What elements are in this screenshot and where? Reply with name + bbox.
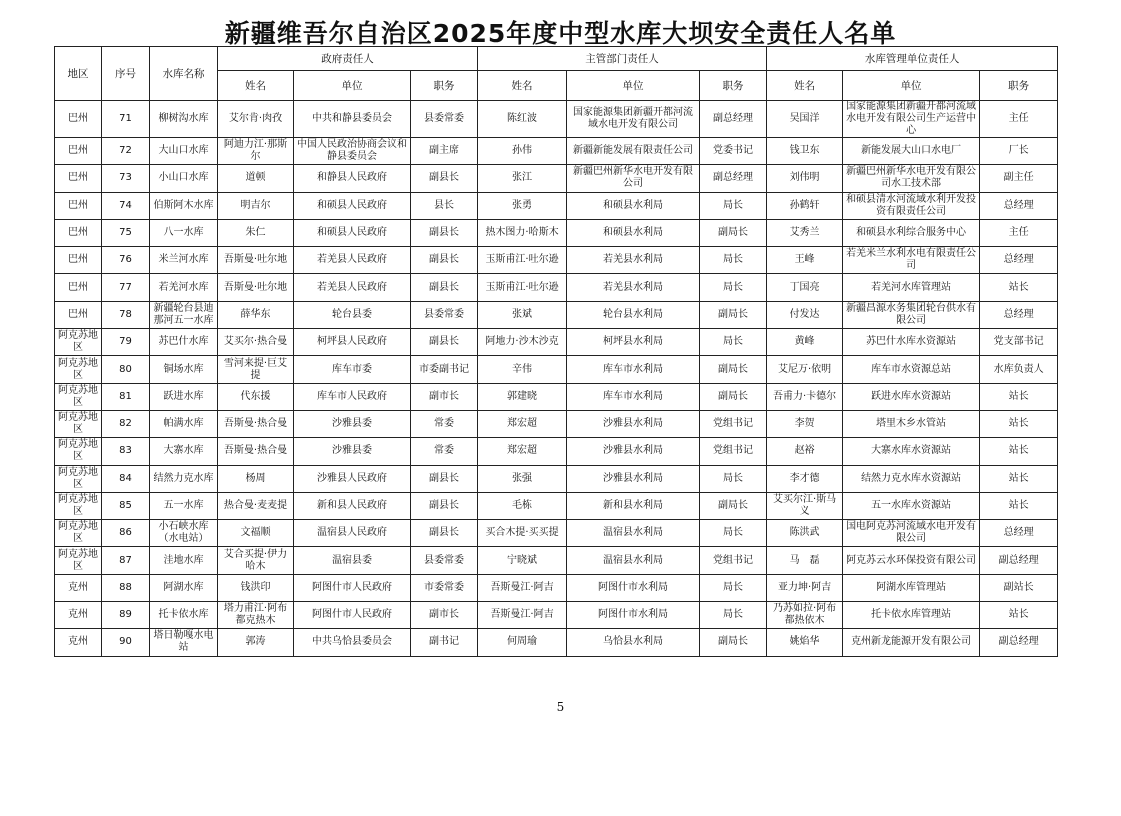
header-group-mgmt: 水库管理单位责任人: [767, 47, 1058, 71]
cell-gov-name: 热合曼·麦麦提: [218, 492, 294, 519]
page-number: 5: [556, 700, 565, 714]
cell-mgmt-unit: 五一水库水资源站: [843, 492, 980, 519]
cell-gov-position: 副书记: [411, 629, 478, 656]
cell-dept-position: 局长: [700, 247, 767, 274]
cell-seq: 79: [102, 329, 150, 356]
cell-gov-name: 朱仁: [218, 219, 294, 246]
header-mgmt-name: 姓名: [767, 71, 843, 101]
table-row: [55, 492, 1058, 519]
cell-mgmt-name: 马 磊: [767, 547, 843, 574]
cell-reservoir: 结然力克水库: [150, 465, 218, 492]
cell-gov-unit: 库车市委: [294, 356, 411, 383]
cell-gov-position: 市委副书记: [411, 356, 478, 383]
cell-seq: 90: [102, 629, 150, 656]
cell-mgmt-unit: 国家能源集团新疆开都河流域水电开发有限公司生产运营中心: [843, 101, 980, 138]
cell-gov-position: 副县长: [411, 465, 478, 492]
cell-gov-name: 吾斯曼·热合曼: [218, 438, 294, 465]
cell-reservoir: 新疆轮台县迪那河五一水库: [150, 301, 218, 328]
header-dept-position: 职务: [700, 71, 767, 101]
cell-dept-name: 吾斯曼江·阿吉: [478, 602, 567, 629]
cell-dept-name: 张江: [478, 165, 567, 192]
cell-seq: 89: [102, 602, 150, 629]
cell-gov-name: 明吉尔: [218, 192, 294, 219]
cell-reservoir: 大寨水库: [150, 438, 218, 465]
cell-region: 阿克苏地区: [55, 547, 102, 574]
header-group-gov: 政府责任人: [218, 47, 478, 71]
cell-dept-unit: 沙雅县水利局: [567, 438, 700, 465]
cell-gov-unit: 中共和静县委员会: [294, 101, 411, 138]
cell-gov-name: 艾尔肯·肉孜: [218, 101, 294, 138]
table-row: [55, 438, 1058, 465]
cell-dept-position: 副局长: [700, 629, 767, 656]
cell-dept-name: 张勇: [478, 192, 567, 219]
cell-gov-name: 塔力甫江·阿布都克热木: [218, 602, 294, 629]
cell-seq: 77: [102, 274, 150, 301]
cell-dept-name: 郭建晓: [478, 383, 567, 410]
cell-dept-position: 局长: [700, 274, 767, 301]
cell-dept-name: 宁晓斌: [478, 547, 567, 574]
cell-gov-position: 副县长: [411, 492, 478, 519]
cell-gov-unit: 中共乌恰县委员会: [294, 629, 411, 656]
cell-gov-name: 道顿: [218, 165, 294, 192]
cell-gov-unit: 温宿县人民政府: [294, 520, 411, 547]
cell-gov-name: 阿迪力江·那斯尔: [218, 138, 294, 165]
cell-reservoir: 帕满水库: [150, 410, 218, 437]
cell-dept-name: 玉斯甫江·吐尔逊: [478, 247, 567, 274]
cell-region: 巴州: [55, 219, 102, 246]
header-mgmt-position: 职务: [980, 71, 1058, 101]
cell-gov-unit: 沙雅县人民政府: [294, 465, 411, 492]
cell-mgmt-position: 站长: [980, 438, 1058, 465]
cell-seq: 86: [102, 520, 150, 547]
cell-mgmt-unit: 托卡依水库管理站: [843, 602, 980, 629]
cell-mgmt-name: 艾买尔江·斯马义: [767, 492, 843, 519]
cell-mgmt-position: 站长: [980, 274, 1058, 301]
cell-mgmt-position: 主任: [980, 101, 1058, 138]
cell-region: 阿克苏地区: [55, 356, 102, 383]
table-row: [55, 465, 1058, 492]
cell-mgmt-name: 艾尼万·依明: [767, 356, 843, 383]
cell-gov-unit: 沙雅县委: [294, 438, 411, 465]
cell-region: 阿克苏地区: [55, 492, 102, 519]
document-title: 新疆维吾尔自治区2025年度中型水库大坝安全责任人名单: [224, 19, 897, 48]
cell-mgmt-position: 副总经理: [980, 629, 1058, 656]
cell-mgmt-name: 王峰: [767, 247, 843, 274]
cell-mgmt-position: 厂长: [980, 138, 1058, 165]
cell-mgmt-unit: 国电阿克苏河流域水电开发有限公司: [843, 520, 980, 547]
table-row: [55, 274, 1058, 301]
cell-dept-unit: 温宿县水利局: [567, 547, 700, 574]
cell-reservoir: 八一水库: [150, 219, 218, 246]
cell-dept-position: 党组书记: [700, 547, 767, 574]
cell-gov-name: 文福顺: [218, 520, 294, 547]
cell-reservoir: 柳树沟水库: [150, 101, 218, 138]
cell-dept-unit: 新和县水利局: [567, 492, 700, 519]
cell-gov-position: 副主席: [411, 138, 478, 165]
cell-gov-position: 县委常委: [411, 301, 478, 328]
cell-dept-unit: 库车市水利局: [567, 356, 700, 383]
cell-dept-name: 郑宏超: [478, 410, 567, 437]
cell-mgmt-position: 总经理: [980, 301, 1058, 328]
cell-dept-name: 孙伟: [478, 138, 567, 165]
cell-mgmt-name: 付发达: [767, 301, 843, 328]
cell-region: 巴州: [55, 192, 102, 219]
cell-gov-unit: 温宿县委: [294, 547, 411, 574]
cell-reservoir: 小山口水库: [150, 165, 218, 192]
cell-mgmt-unit: 新疆巴州新华水电开发有限公司水工技术部: [843, 165, 980, 192]
cell-dept-unit: 和硕县水利局: [567, 219, 700, 246]
cell-dept-unit: 国家能源集团新疆开都河流域水电开发有限公司: [567, 101, 700, 138]
cell-mgmt-name: 姚焰华: [767, 629, 843, 656]
table-row: [55, 301, 1058, 328]
cell-seq: 72: [102, 138, 150, 165]
cell-dept-name: 热木图力·哈斯木: [478, 219, 567, 246]
cell-seq: 78: [102, 301, 150, 328]
cell-mgmt-unit: 大寨水库水资源站: [843, 438, 980, 465]
cell-dept-unit: 阿图什市水利局: [567, 602, 700, 629]
cell-dept-position: 副局长: [700, 492, 767, 519]
cell-mgmt-unit: 阿克苏云水环保投资有限公司: [843, 547, 980, 574]
cell-seq: 74: [102, 192, 150, 219]
cell-mgmt-name: 黄峰: [767, 329, 843, 356]
cell-dept-position: 副总经理: [700, 101, 767, 138]
table-row: [55, 101, 1058, 138]
table-row: [55, 520, 1058, 547]
cell-dept-position: 副局长: [700, 219, 767, 246]
cell-gov-position: 县委常委: [411, 101, 478, 138]
cell-mgmt-unit: 和硕县清水河流域水利开发投资有限责任公司: [843, 192, 980, 219]
cell-mgmt-unit: 克州新龙能源开发有限公司: [843, 629, 980, 656]
cell-mgmt-unit: 跃进水库水资源站: [843, 383, 980, 410]
cell-dept-name: 何周瑜: [478, 629, 567, 656]
table-row: [55, 192, 1058, 219]
cell-mgmt-unit: 若羌米兰水利水电有限责任公司: [843, 247, 980, 274]
cell-gov-unit: 沙雅县委: [294, 410, 411, 437]
cell-mgmt-name: 丁国亮: [767, 274, 843, 301]
cell-dept-name: 郑宏超: [478, 438, 567, 465]
cell-gov-position: 常委: [411, 438, 478, 465]
cell-gov-position: 副县长: [411, 274, 478, 301]
cell-gov-name: 代东援: [218, 383, 294, 410]
cell-region: 巴州: [55, 138, 102, 165]
header-dept-name: 姓名: [478, 71, 567, 101]
cell-dept-position: 局长: [700, 602, 767, 629]
cell-seq: 71: [102, 101, 150, 138]
cell-gov-position: 副县长: [411, 165, 478, 192]
cell-dept-name: 张强: [478, 465, 567, 492]
header-seq: 序号: [102, 47, 150, 101]
cell-gov-name: 吾斯曼·吐尔地: [218, 247, 294, 274]
cell-region: 巴州: [55, 101, 102, 138]
cell-mgmt-position: 副主任: [980, 165, 1058, 192]
cell-dept-name: 陈红波: [478, 101, 567, 138]
cell-dept-position: 党委书记: [700, 138, 767, 165]
responsibility-table: [54, 46, 1058, 657]
cell-dept-position: 局长: [700, 329, 767, 356]
cell-gov-unit: 柯坪县人民政府: [294, 329, 411, 356]
cell-gov-unit: 中国人民政治协商会议和静县委员会: [294, 138, 411, 165]
table-row: [55, 629, 1058, 656]
cell-mgmt-unit: 若羌河水库管理站: [843, 274, 980, 301]
cell-gov-name: 薛华东: [218, 301, 294, 328]
cell-region: 阿克苏地区: [55, 410, 102, 437]
cell-gov-position: 副市长: [411, 383, 478, 410]
cell-mgmt-unit: 苏巴什水库水资源站: [843, 329, 980, 356]
cell-reservoir: 阿湖水库: [150, 574, 218, 601]
table-row: [55, 356, 1058, 383]
cell-gov-name: 艾合买提·伊力哈木: [218, 547, 294, 574]
cell-gov-position: 副县长: [411, 520, 478, 547]
table-row: [55, 219, 1058, 246]
cell-gov-name: 艾买尔·热合曼: [218, 329, 294, 356]
cell-dept-unit: 和硕县水利局: [567, 192, 700, 219]
cell-reservoir: 跃进水库: [150, 383, 218, 410]
cell-mgmt-unit: 库车市水资源总站: [843, 356, 980, 383]
cell-dept-unit: 阿图什市水利局: [567, 574, 700, 601]
cell-dept-unit: 乌恰县水利局: [567, 629, 700, 656]
cell-gov-name: 钱洪印: [218, 574, 294, 601]
table-row: [55, 574, 1058, 601]
cell-region: 克州: [55, 629, 102, 656]
header-gov-name: 姓名: [218, 71, 294, 101]
cell-dept-unit: 新疆巴州新华水电开发有限公司: [567, 165, 700, 192]
cell-mgmt-name: 刘伟明: [767, 165, 843, 192]
cell-region: 克州: [55, 574, 102, 601]
cell-dept-position: 局长: [700, 465, 767, 492]
table-header-row-group: [55, 47, 1058, 71]
cell-dept-name: 阿地力·沙木沙克: [478, 329, 567, 356]
table-row: [55, 383, 1058, 410]
cell-mgmt-position: 水库负责人: [980, 356, 1058, 383]
cell-mgmt-position: 站长: [980, 602, 1058, 629]
cell-mgmt-position: 主任: [980, 219, 1058, 246]
cell-seq: 87: [102, 547, 150, 574]
cell-gov-unit: 新和县人民政府: [294, 492, 411, 519]
cell-seq: 76: [102, 247, 150, 274]
cell-seq: 82: [102, 410, 150, 437]
cell-gov-unit: 阿图什市人民政府: [294, 602, 411, 629]
cell-mgmt-name: 孙鹤轩: [767, 192, 843, 219]
table-row: [55, 602, 1058, 629]
cell-dept-position: 副局长: [700, 301, 767, 328]
cell-region: 阿克苏地区: [55, 520, 102, 547]
cell-mgmt-position: 总经理: [980, 247, 1058, 274]
cell-dept-unit: 沙雅县水利局: [567, 465, 700, 492]
cell-mgmt-position: 总经理: [980, 192, 1058, 219]
cell-gov-position: 副县长: [411, 247, 478, 274]
cell-mgmt-position: 副总经理: [980, 547, 1058, 574]
cell-mgmt-position: 站长: [980, 492, 1058, 519]
cell-seq: 84: [102, 465, 150, 492]
cell-region: 阿克苏地区: [55, 465, 102, 492]
cell-mgmt-name: 艾秀兰: [767, 219, 843, 246]
header-gov-unit: 单位: [294, 71, 411, 101]
cell-dept-name: 买合木提·买买提: [478, 520, 567, 547]
header-mgmt-unit: 单位: [843, 71, 980, 101]
cell-dept-name: 玉斯甫江·吐尔逊: [478, 274, 567, 301]
cell-dept-position: 副总经理: [700, 165, 767, 192]
cell-dept-name: 张斌: [478, 301, 567, 328]
cell-gov-unit: 若羌县人民政府: [294, 274, 411, 301]
cell-mgmt-unit: 塔里木乡水管站: [843, 410, 980, 437]
cell-gov-position: 副县长: [411, 329, 478, 356]
cell-region: 克州: [55, 602, 102, 629]
cell-reservoir: 苏巴什水库: [150, 329, 218, 356]
cell-gov-position: 常委: [411, 410, 478, 437]
cell-gov-position: 县长: [411, 192, 478, 219]
cell-dept-unit: 柯坪县水利局: [567, 329, 700, 356]
table-row: [55, 247, 1058, 274]
cell-gov-position: 县委常委: [411, 547, 478, 574]
cell-dept-position: 局长: [700, 192, 767, 219]
table-row: [55, 138, 1058, 165]
cell-reservoir: 大山口水库: [150, 138, 218, 165]
cell-gov-name: 杨周: [218, 465, 294, 492]
cell-reservoir: 洼地水库: [150, 547, 218, 574]
cell-gov-name: 雪河来提·巨艾提: [218, 356, 294, 383]
cell-seq: 83: [102, 438, 150, 465]
cell-gov-name: 郭涛: [218, 629, 294, 656]
cell-dept-name: 毛栋: [478, 492, 567, 519]
cell-seq: 88: [102, 574, 150, 601]
cell-gov-unit: 轮台县委: [294, 301, 411, 328]
cell-mgmt-unit: 和硕县水利综合服务中心: [843, 219, 980, 246]
cell-reservoir: 铜场水库: [150, 356, 218, 383]
cell-region: 阿克苏地区: [55, 438, 102, 465]
cell-region: 巴州: [55, 165, 102, 192]
cell-gov-unit: 库车市人民政府: [294, 383, 411, 410]
cell-reservoir: 若羌河水库: [150, 274, 218, 301]
cell-mgmt-name: 乃苏如拉·阿布都热依木: [767, 602, 843, 629]
cell-mgmt-name: 吴国洋: [767, 101, 843, 138]
cell-dept-unit: 沙雅县水利局: [567, 410, 700, 437]
cell-region: 阿克苏地区: [55, 383, 102, 410]
cell-gov-name: 吾斯曼·吐尔地: [218, 274, 294, 301]
cell-gov-position: 市委常委: [411, 574, 478, 601]
cell-reservoir: 托卡依水库: [150, 602, 218, 629]
cell-dept-position: 副局长: [700, 356, 767, 383]
cell-dept-name: 吾斯曼江·阿吉: [478, 574, 567, 601]
cell-dept-position: 局长: [700, 520, 767, 547]
cell-dept-unit: 轮台县水利局: [567, 301, 700, 328]
cell-dept-name: 辛伟: [478, 356, 567, 383]
cell-dept-position: 党组书记: [700, 438, 767, 465]
cell-mgmt-position: 总经理: [980, 520, 1058, 547]
cell-gov-unit: 和硕县人民政府: [294, 192, 411, 219]
cell-mgmt-unit: 新能发展大山口水电厂: [843, 138, 980, 165]
table-row: [55, 410, 1058, 437]
cell-gov-position: 副县长: [411, 219, 478, 246]
cell-gov-unit: 若羌县人民政府: [294, 247, 411, 274]
cell-dept-unit: 温宿县水利局: [567, 520, 700, 547]
cell-reservoir: 五一水库: [150, 492, 218, 519]
cell-gov-name: 吾斯曼·热合曼: [218, 410, 294, 437]
cell-dept-unit: 若羌县水利局: [567, 247, 700, 274]
cell-dept-position: 党组书记: [700, 410, 767, 437]
cell-region: 阿克苏地区: [55, 329, 102, 356]
cell-dept-unit: 库车市水利局: [567, 383, 700, 410]
cell-mgmt-name: 陈洪武: [767, 520, 843, 547]
table-row: [55, 329, 1058, 356]
cell-mgmt-position: 党支部书记: [980, 329, 1058, 356]
cell-reservoir: 小石峡水库（水电站）: [150, 520, 218, 547]
cell-gov-unit: 和硕县人民政府: [294, 219, 411, 246]
cell-seq: 81: [102, 383, 150, 410]
table-row: [55, 547, 1058, 574]
cell-dept-position: 局长: [700, 574, 767, 601]
cell-mgmt-position: 站长: [980, 383, 1058, 410]
cell-reservoir: 米兰河水库: [150, 247, 218, 274]
cell-gov-unit: 和静县人民政府: [294, 165, 411, 192]
cell-region: 巴州: [55, 247, 102, 274]
cell-seq: 80: [102, 356, 150, 383]
cell-seq: 75: [102, 219, 150, 246]
cell-mgmt-name: 钱卫东: [767, 138, 843, 165]
header-reservoir: 水库名称: [150, 47, 218, 101]
cell-reservoir: 塔日勒嘎水电站: [150, 629, 218, 656]
cell-mgmt-name: 亚力坤·阿吉: [767, 574, 843, 601]
cell-mgmt-name: 李才德: [767, 465, 843, 492]
cell-dept-position: 副局长: [700, 383, 767, 410]
table-body: [55, 101, 1058, 657]
cell-region: 巴州: [55, 274, 102, 301]
cell-seq: 73: [102, 165, 150, 192]
header-group-dept: 主管部门责任人: [478, 47, 767, 71]
cell-mgmt-name: 赵裕: [767, 438, 843, 465]
cell-mgmt-position: 站长: [980, 410, 1058, 437]
header-gov-position: 职务: [411, 71, 478, 101]
cell-mgmt-position: 站长: [980, 465, 1058, 492]
cell-gov-position: 副市长: [411, 602, 478, 629]
cell-mgmt-unit: 结然力克水库水资源站: [843, 465, 980, 492]
cell-region: 巴州: [55, 301, 102, 328]
table-row: [55, 165, 1058, 192]
cell-mgmt-position: 副站长: [980, 574, 1058, 601]
header-dept-unit: 单位: [567, 71, 700, 101]
cell-dept-unit: 若羌县水利局: [567, 274, 700, 301]
header-region: 地区: [55, 47, 102, 101]
cell-gov-unit: 阿图什市人民政府: [294, 574, 411, 601]
cell-dept-unit: 新疆新能发展有限责任公司: [567, 138, 700, 165]
cell-mgmt-name: 李贺: [767, 410, 843, 437]
cell-mgmt-unit: 阿湖水库管理站: [843, 574, 980, 601]
cell-seq: 85: [102, 492, 150, 519]
cell-mgmt-unit: 新疆昌源水务集团轮台供水有限公司: [843, 301, 980, 328]
cell-mgmt-name: 吾甫力·卡德尔: [767, 383, 843, 410]
cell-reservoir: 伯斯阿木水库: [150, 192, 218, 219]
